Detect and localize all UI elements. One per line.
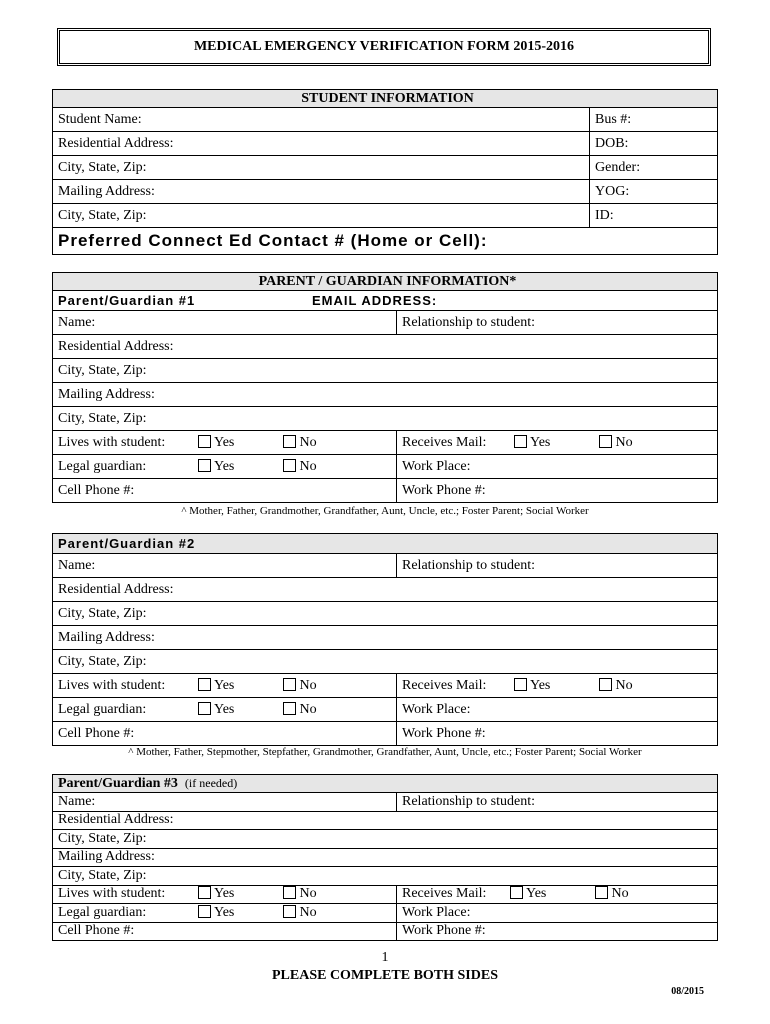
yes-label: Yes	[213, 904, 235, 920]
pg2-cell-phone-field[interactable]: Cell Phone #:	[53, 722, 397, 746]
pg2-residential-field[interactable]: Residential Address:	[53, 578, 718, 602]
pg3-city-field[interactable]: City, State, Zip:	[53, 830, 718, 849]
pg2-receives-mail-label: Receives Mail:	[402, 677, 487, 693]
yes-label: Yes	[529, 677, 551, 693]
pg1-relationship-field[interactable]: Relationship to student:	[397, 311, 718, 335]
student-info-table	[52, 89, 718, 255]
pg3-if-needed: (if needed)	[184, 775, 238, 790]
pg3-work-place-field[interactable]: Work Place:	[397, 904, 718, 923]
pg2-mail-yes-checkbox[interactable]	[514, 678, 527, 691]
pg3-mailing-city-field[interactable]: City, State, Zip:	[53, 867, 718, 886]
yes-label: Yes	[213, 458, 235, 474]
pg1-work-phone-field[interactable]: Work Phone #:	[397, 479, 718, 503]
no-label: No	[299, 434, 317, 450]
pg2-lives-no-checkbox[interactable]	[283, 678, 296, 691]
yog-field[interactable]: YOG:	[590, 180, 718, 204]
pg1-legal-yes-checkbox[interactable]	[198, 459, 211, 472]
no-label: No	[299, 458, 317, 474]
pg2-legal-yes-checkbox[interactable]	[198, 702, 211, 715]
pg2-work-phone-field[interactable]: Work Phone #:	[397, 722, 718, 746]
pg3-legal-no-checkbox[interactable]	[283, 905, 296, 918]
pg1-mailing-field[interactable]: Mailing Address:	[53, 383, 718, 407]
pg2-city-field[interactable]: City, State, Zip:	[53, 602, 718, 626]
no-label: No	[611, 886, 629, 902]
pg1-work-place-field[interactable]: Work Place:	[397, 455, 718, 479]
preferred-contact-field[interactable]: Preferred Connect Ed Contact # (Home or Cell):	[53, 228, 718, 255]
bus-field[interactable]: Bus #:	[590, 108, 718, 132]
parent-guardian-2-table	[52, 533, 718, 746]
pg3-lives-yes-checkbox[interactable]	[198, 886, 211, 899]
pg3-name-field[interactable]: Name:	[53, 793, 397, 812]
parent-guardian-3-table	[52, 774, 718, 941]
dob-field[interactable]: DOB:	[590, 132, 718, 156]
pg3-cell-phone-field[interactable]: Cell Phone #:	[53, 922, 397, 941]
pg1-mail-no-checkbox[interactable]	[599, 435, 612, 448]
complete-both-sides-notice: PLEASE COMPLETE BOTH SIDES	[271, 968, 498, 983]
yes-label: Yes	[213, 434, 235, 450]
student-city-field[interactable]: City, State, Zip:	[53, 156, 590, 180]
pg1-city-field[interactable]: City, State, Zip:	[53, 359, 718, 383]
pg2-mailing-city-field[interactable]: City, State, Zip:	[53, 650, 718, 674]
pg1-lives-no-checkbox[interactable]	[283, 435, 296, 448]
pg3-legal-yes-checkbox[interactable]	[198, 905, 211, 918]
pg2-lives-yes-checkbox[interactable]	[198, 678, 211, 691]
pg2-legal-no-checkbox[interactable]	[283, 702, 296, 715]
yes-label: Yes	[213, 677, 235, 693]
parent-guardian-1-table	[52, 272, 718, 503]
pg1-lives-yes-checkbox[interactable]	[198, 435, 211, 448]
pg1-title: Parent/Guardian #1	[58, 293, 196, 308]
pg2-mailing-field[interactable]: Mailing Address:	[53, 626, 718, 650]
pg1-mailing-city-field[interactable]: City, State, Zip:	[53, 407, 718, 431]
pg1-relationship-note: ^ Mother, Father, Grandmother, Grandfather, Aunt, Uncle, etc.; Foster Parent; Social Worker	[181, 505, 589, 517]
no-label: No	[615, 434, 633, 450]
pg1-name-field[interactable]: Name:	[53, 311, 397, 335]
pg2-title: Parent/Guardian #2	[53, 534, 718, 554]
yes-label: Yes	[525, 886, 547, 902]
id-field[interactable]: ID:	[590, 204, 718, 228]
pg3-title: Parent/Guardian #3	[58, 775, 178, 791]
pg3-mailing-field[interactable]: Mailing Address:	[53, 848, 718, 867]
pg2-legal-guardian-label: Legal guardian:	[58, 701, 147, 717]
gender-field[interactable]: Gender:	[590, 156, 718, 180]
pg2-mail-no-checkbox[interactable]	[599, 678, 612, 691]
pg3-lives-with-label: Lives with student:	[58, 886, 166, 902]
pg2-lives-with-label: Lives with student:	[58, 677, 166, 693]
student-name-field[interactable]: Student Name:	[53, 108, 590, 132]
no-label: No	[615, 677, 633, 693]
student-mailing-city-field[interactable]: City, State, Zip:	[53, 204, 590, 228]
no-label: No	[299, 677, 317, 693]
pg1-lives-with-label: Lives with student:	[58, 434, 166, 450]
pg1-residential-field[interactable]: Residential Address:	[53, 335, 718, 359]
pg1-legal-no-checkbox[interactable]	[283, 459, 296, 472]
revision-date: 08/2015	[671, 986, 704, 997]
pg3-residential-field[interactable]: Residential Address:	[53, 811, 718, 830]
pg2-relationship-note: ^ Mother, Father, Stepmother, Stepfather, Grandmother, Grandfather, Aunt, Uncle, etc.; Foster Parent; Social Worker	[128, 746, 642, 758]
pg3-lives-no-checkbox[interactable]	[283, 886, 296, 899]
no-label: No	[299, 904, 317, 920]
page-number: 1	[381, 950, 389, 965]
form-title: MEDICAL EMERGENCY VERIFICATION FORM 2015-2016	[57, 28, 711, 66]
yes-label: Yes	[213, 701, 235, 717]
pg3-relationship-field[interactable]: Relationship to student:	[397, 793, 718, 812]
no-label: No	[299, 701, 317, 717]
pg2-relationship-field[interactable]: Relationship to student:	[397, 554, 718, 578]
pg3-receives-mail-label: Receives Mail:	[402, 886, 487, 902]
pg2-work-place-field[interactable]: Work Place:	[397, 698, 718, 722]
student-info-header: STUDENT INFORMATION	[53, 90, 718, 108]
pg3-work-phone-field[interactable]: Work Phone #:	[397, 922, 718, 941]
pg3-mail-yes-checkbox[interactable]	[510, 886, 523, 899]
yes-label: Yes	[213, 886, 235, 902]
yes-label: Yes	[529, 434, 551, 450]
pg1-mail-yes-checkbox[interactable]	[514, 435, 527, 448]
pg1-cell-phone-field[interactable]: Cell Phone #:	[53, 479, 397, 503]
student-mailing-field[interactable]: Mailing Address:	[53, 180, 590, 204]
pg1-email-label[interactable]: EMAIL ADDRESS:	[312, 293, 438, 308]
pg3-mail-no-checkbox[interactable]	[595, 886, 608, 899]
no-label: No	[299, 886, 317, 902]
pg2-name-field[interactable]: Name:	[53, 554, 397, 578]
pg3-legal-guardian-label: Legal guardian:	[58, 904, 147, 920]
pg1-legal-guardian-label: Legal guardian:	[58, 458, 147, 474]
parent-info-header: PARENT / GUARDIAN INFORMATION*	[53, 273, 718, 291]
pg1-receives-mail-label: Receives Mail:	[402, 434, 487, 450]
student-residential-field[interactable]: Residential Address:	[53, 132, 590, 156]
